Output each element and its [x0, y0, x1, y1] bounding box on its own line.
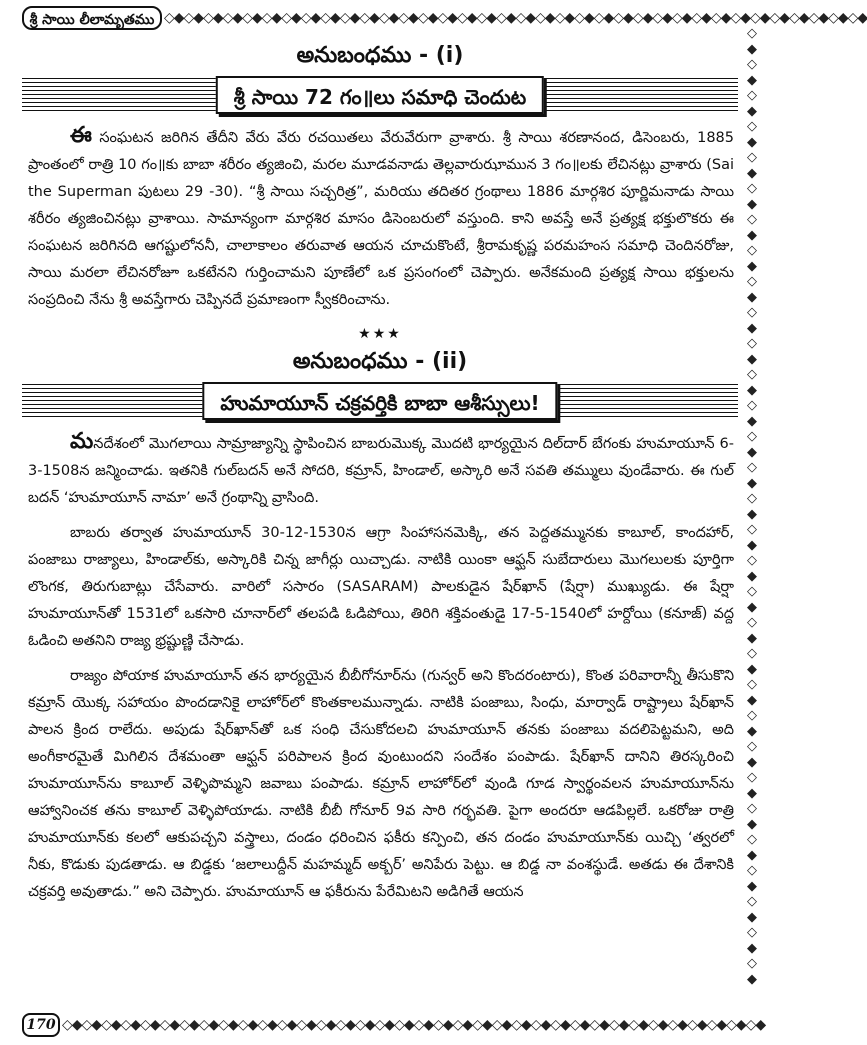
dropcap-2: మ	[70, 429, 94, 454]
book-title-tab	[22, 6, 162, 30]
right-border-ornament: ◇◆◇◆◇◆◇◆◇◆◇◆◇◆◇◆◇◆◇◆◇◆◇◆◇◆◇◆◇◆◇◆◇◆◇◆◇◆◇◆◇◆◇◆◇◆◇◆◇◆◇◆◇◆◇◆◇◆◇◆◇◆	[747, 26, 757, 987]
section-title-2: హుమాయూన్ చక్రవర్తికి బాబా ఆశీస్సులు!	[202, 382, 557, 420]
section2-text-1: నదేశంలో మొగలాయి సామ్రాజ్యాన్ని స్థాపించిన బాబరుమొక్క మొదటి భార్యయైన దిల్‌దార్ బేగంకు హుమాయూన్ 6-3-1508న జన్మించాడు. ఇతనికి గుల్‌బదన్ అనే సోదరి, కమ్రాన్, హిండాల్, అస్కారి అనే సవతి తమ్ములు వుండేవారు. ఈ గుల్ బదన్ ‘హుమాయూన్ నామా’ అనే గ్రంథాన్ని వ్రాసింది.	[28, 436, 734, 506]
appendix-heading-1: అనుబంధము - (i)	[296, 43, 464, 68]
appendix-heading-2: అనుబంధము - (ii)	[292, 349, 468, 374]
top-border-ornament: ◇◆◇◆◇◆◇◆◇◆◇◆◇◆◇◆◇◆◇◆◇◆◇◆◇◆◇◆◇◆◇◆◇◆◇◆◇◆◇◆◇◆◇◆◇◆◇◆◇◆◇◆◇◆◇◆◇◆◇◆◇◆◇◆◇◆◇◆◇◆◇◆	[164, 10, 867, 26]
section1-text: సంఘటన జరిగిన తేదీని వేరు వేరు రచయితలు వేరువేరుగా వ్రాశారు. శ్రీ సాయి శరణానంద, డిసెంబరు, 1885 ప్రాంతంలో రాత్రి 10 గం॥కు బాబా శరీరం త్యజించి, మరల మూడవనాడు తెల్లవారుఝామున 3 గం॥లకు లేచినట్లు వ్రాశారు (Sai the Superman పుటలు 29 -30). “శ్రీ సాయి సచ్చరిత్ర”, మరియు తదితర గ్రంథాలు 1886 మార్గశిర పూర్ణిమనాడు సాయి శరీరం త్యజించినట్లు వ్రాశాయి. సామాన్యంగా మార్గశిర మాసం డిసెంబరులో వస్తుంది. కాని అవస్తే అనే ప్రత్యక్ష భక్తులొకరు ఈ సంఘటన జరిగినది ఆగష్టులోననీ, చాలాకాలం తరువాత ఆయన చూచుకొంటే, శ్రీరామకృష్ణ పరమహంస సమాధి చెందినరోజు, సాయి మరలా లేచినరోజూ ఒకటేనని గుర్తించామని పూణేలో ఒక ప్రసంగంలో చెప్పారు. అనేకమంది ప్రత్యక్ష సాయి భక్తులను సంప్రదించి నేను శ్రీ అవస్తేగారు చెప్పినదే ప్రమాణంగా స్వీకరించాను.	[28, 130, 734, 308]
book-title: శ్రీ సాయి లీలామృతము	[29, 12, 155, 28]
section2-paragraph-2: బాబరు తర్వాత హుమాయూన్ 30-12-1530న ఆగ్రా సింహాసనమెక్కి, తన పెద్దతమ్మునకు కాబూల్, కాందహార్, పంజాబు రాజ్యాలు, హిండాల్‌కు, అస్కారికి చిన్న జాగీర్లు యిచ్చాడు. నాటికి యింకా ఆఫ్ఘన్ సుబేదారులు మొగలులకు పూర్తిగా లొంగక, తిరుగుబాట్లు చేసేవారు. వారిలో ససారం (SASARAM) పాలకుడైన షేర్‌ఖాన్ (షేర్షా) ముఖ్యుడు. ఈ షేర్షా హుమాయూన్‌తో 1531లో ఒకసారి చూనార్‌లో తలపడి ఓడిపోయి, తిరిగి శక్తివంతుడై 17-5-1540లో హర్దోయి (కనూజ్) వద్ద ఓడించి అతనిని రాజ్య భ్రష్టుణ్ణి చేసాడు.	[28, 525, 734, 649]
title-band-1	[22, 78, 738, 112]
section-separator: ★★★	[358, 326, 402, 342]
page-content	[22, 40, 738, 914]
section-title-1: శ్రీ సాయి 72 గం॥లు సమాధి చెందుట	[216, 76, 544, 114]
page-number: 170	[22, 1013, 60, 1037]
section2-paragraph-3: రాజ్యం పోయాక హుమాయూన్ తన భార్యయైన బీబీగోనూర్‌ను (గున్వర్ అని కొందరంటారు), కొంత పరివారాన్నీ తీసుకొని కమ్రాన్ యొక్క సహాయం పొందడానికై లాహోర్‌లో కొంతకాలమున్నాడు. నాటికి పంజాబు, సింధు, మార్వాడ్ రాష్ట్రాలు షేర్‌ఖాన్ పాలన క్రింద రాలేదు. అపుడు షేర్‌ఖాన్‌తో ఒక సంధి చేసుకోదలచి హుమాయూన్ తనకు పంజాబు వదలిపెట్టమని, అది అంగీకారమైతే మిగిలిన దేశమంతా ఆఫ్ఘన్ పరిపాలన క్రింద వుంటుందని సందేశం పంపాడు. షేర్‌ఖాన్ దానిని తిరస్కరించి హుమాయూన్‌ను కాబూల్ వెళ్ళిపొమ్మని జవాబు పంపాడు. కమ్రాన్ లాహోర్‌లో వుండి గూడ స్వార్థంవలన హుమాయూన్‌ను ఆహ్వానించక తను కాబూల్ వెళ్ళిపోయాడు. నాటికి బీబీ గోనూర్ 9వ సారి గర్భవతి. పైగా అందరూ ఆడపిల్లలే. ఒకరోజు రాత్రి హుమాయూన్‌కు కలలో ఆకుపచ్చని వస్త్రాలు, దండం ధరించిన ఫకీరు కన్పించి, తన దండం హుమాయూన్‌కు యిచ్చి ‘త్వరలో నీకు, కొడుకు పుడతాడు. ఆ బిడ్డకు ‘జలాలుద్దీన్ మహమ్మద్ అక్బర్’ అనిపేరు పెట్టు. ఆ బిడ్డ నా వంశస్థుడే. అతడు ఈ దేశానికి చక్రవర్తి అవుతాడు.” అని చెప్పారు. హుమాయూన్ ఆ ఫకీరును పేరేమిటని అడిగితే ఆయన	[28, 668, 734, 900]
section2-paragraph-1	[28, 428, 734, 512]
bottom-border-ornament: ◇◆◇◆◇◆◇◆◇◆◇◆◇◆◇◆◇◆◇◆◇◆◇◆◇◆◇◆◇◆◇◆◇◆◇◆◇◆◇◆◇◆◇◆◇◆◇◆◇◆◇◆◇◆◇◆◇◆◇◆◇◆◇◆◇◆◇◆◇◆◇◆	[62, 1017, 766, 1033]
section1-paragraph	[28, 122, 734, 314]
title-band-2	[22, 384, 738, 418]
dropcap-1: ఈ	[70, 123, 92, 148]
